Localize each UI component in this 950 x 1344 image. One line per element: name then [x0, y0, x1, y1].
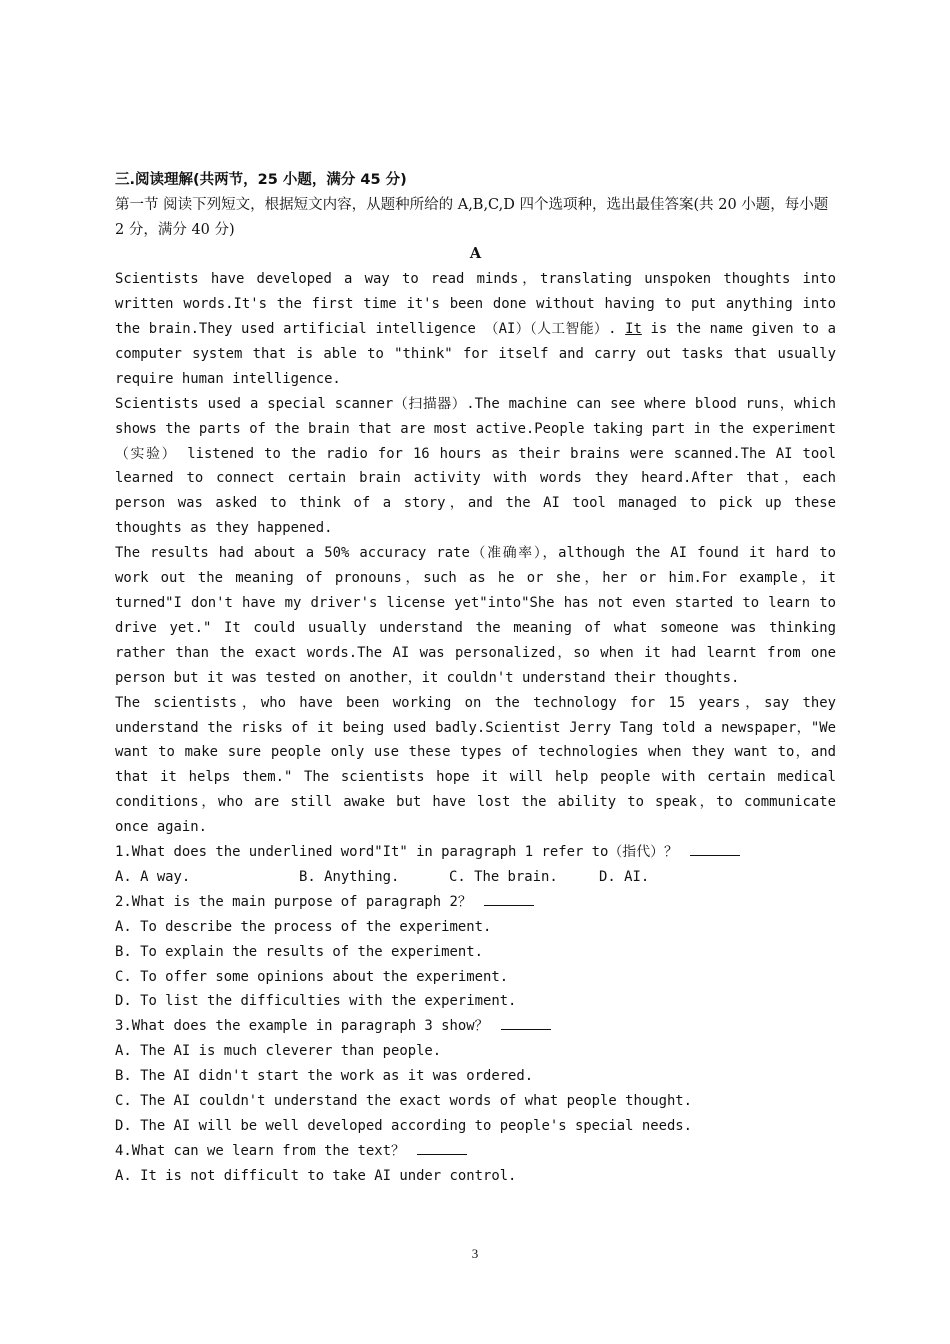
option-b: B. Anything.: [299, 868, 400, 885]
option-a: A. A way.: [115, 868, 191, 885]
option-d: D. AI.: [599, 868, 650, 885]
question-4: [115, 1139, 836, 1164]
paragraph-2: Scientists used a special scanner（扫描器）.The machine can see where blood runs，which shows the parts of the brain that are most active.People taking part in the experiment （实验） listened to the radio for 16 hours as their brains were scanned.The AI tool learned to connect certain brain activity with words they heard.After that，each person was asked to think of a story，and the AI tool managed to pick up these thoughts as they happened.: [115, 395, 836, 537]
question-3-stem: 3.What does the example in paragraph 3 show？: [115, 1018, 489, 1035]
question-4-stem: 4.What can we learn from the text？: [115, 1142, 405, 1159]
paragraph-1: [115, 267, 836, 392]
question-1-options: [115, 865, 836, 890]
paragraph-1-end: is the name given to a computer system that is able to "think" for itself and carry out tasks that usually require human intelligence.: [115, 321, 836, 387]
section-instruction: 第一节 阅读下列短文，根据短文内容，从题种所给的 A,B,C,D 四个选项种，选出最佳答案(共 20 小题，每小题 2 分，满分 40 分): [115, 196, 829, 238]
option-d: D. To list the difficulties with the experiment.: [115, 993, 517, 1010]
paragraph-1-start: Scientists have developed a way to read minds，translating unspoken thoughts into written words.It's the first time it's been done without having to put anything into the brain.They used artificial intelligence （AI）（人工智能）.: [115, 271, 836, 337]
question-1: [115, 840, 836, 865]
option-b: B. The AI didn't start the work as it was ordered.: [115, 1068, 534, 1085]
exam-page: [115, 168, 836, 1189]
answer-blank: [690, 841, 740, 856]
paragraph-4: The scientists，who have been working on the technology for 15 years，say they understand the risks of it being used badly.Scientist Jerry Tang told a newspaper，"We want to make sure people only use these types of technologies when they want to，and that it helps them." The scientists hope it will help people with certain medical conditions，who are still awake but have lost the ability to speak，to communicate once again.: [115, 694, 836, 836]
option-c: C. The brain.: [449, 868, 558, 885]
question-1-stem: 1.What does the underlined word"It" in paragraph 1 refer to（指代）？: [115, 844, 678, 861]
question-2: [115, 890, 836, 915]
option-c: C. The AI couldn't understand the exact words of what people thought.: [115, 1093, 693, 1110]
page-number: 3: [471, 1246, 479, 1261]
option-d: D. The AI will be well developed according to people's special needs.: [115, 1118, 693, 1134]
option-b: B. To explain the results of the experiment.: [115, 943, 483, 960]
question-3: [115, 1014, 836, 1039]
answer-blank: [484, 891, 534, 906]
passage-label: A: [469, 245, 482, 263]
answer-blank: [501, 1015, 551, 1030]
underlined-word: It: [625, 321, 642, 337]
option-a: A. The AI is much cleverer than people.: [115, 1043, 442, 1060]
option-c: C. To offer some opinions about the experiment.: [115, 968, 509, 985]
answer-blank: [417, 1140, 467, 1155]
question-2-stem: 2.What is the main purpose of paragraph 2？: [115, 893, 472, 910]
paragraph-3: The results had about a 50% accuracy rate（准确率），although the AI found it hard to work out the meaning of pronouns，such as he or she，her or him.For example，it turned"I don't have my driver's license yet"into"She has not even started to learn to drive yet." It could usually understand the meaning of what someone was thinking rather than the exact words.The AI was personalized，so when it had learnt from one person but it was tested on another，it couldn't understand their thoughts.: [115, 545, 836, 686]
section-heading: 三.阅读理解(共两节，25 小题，满分 45 分): [115, 172, 407, 188]
option-a: A. It is not difficult to take AI under control.: [115, 1167, 517, 1184]
option-a: A. To describe the process of the experiment.: [115, 918, 492, 935]
